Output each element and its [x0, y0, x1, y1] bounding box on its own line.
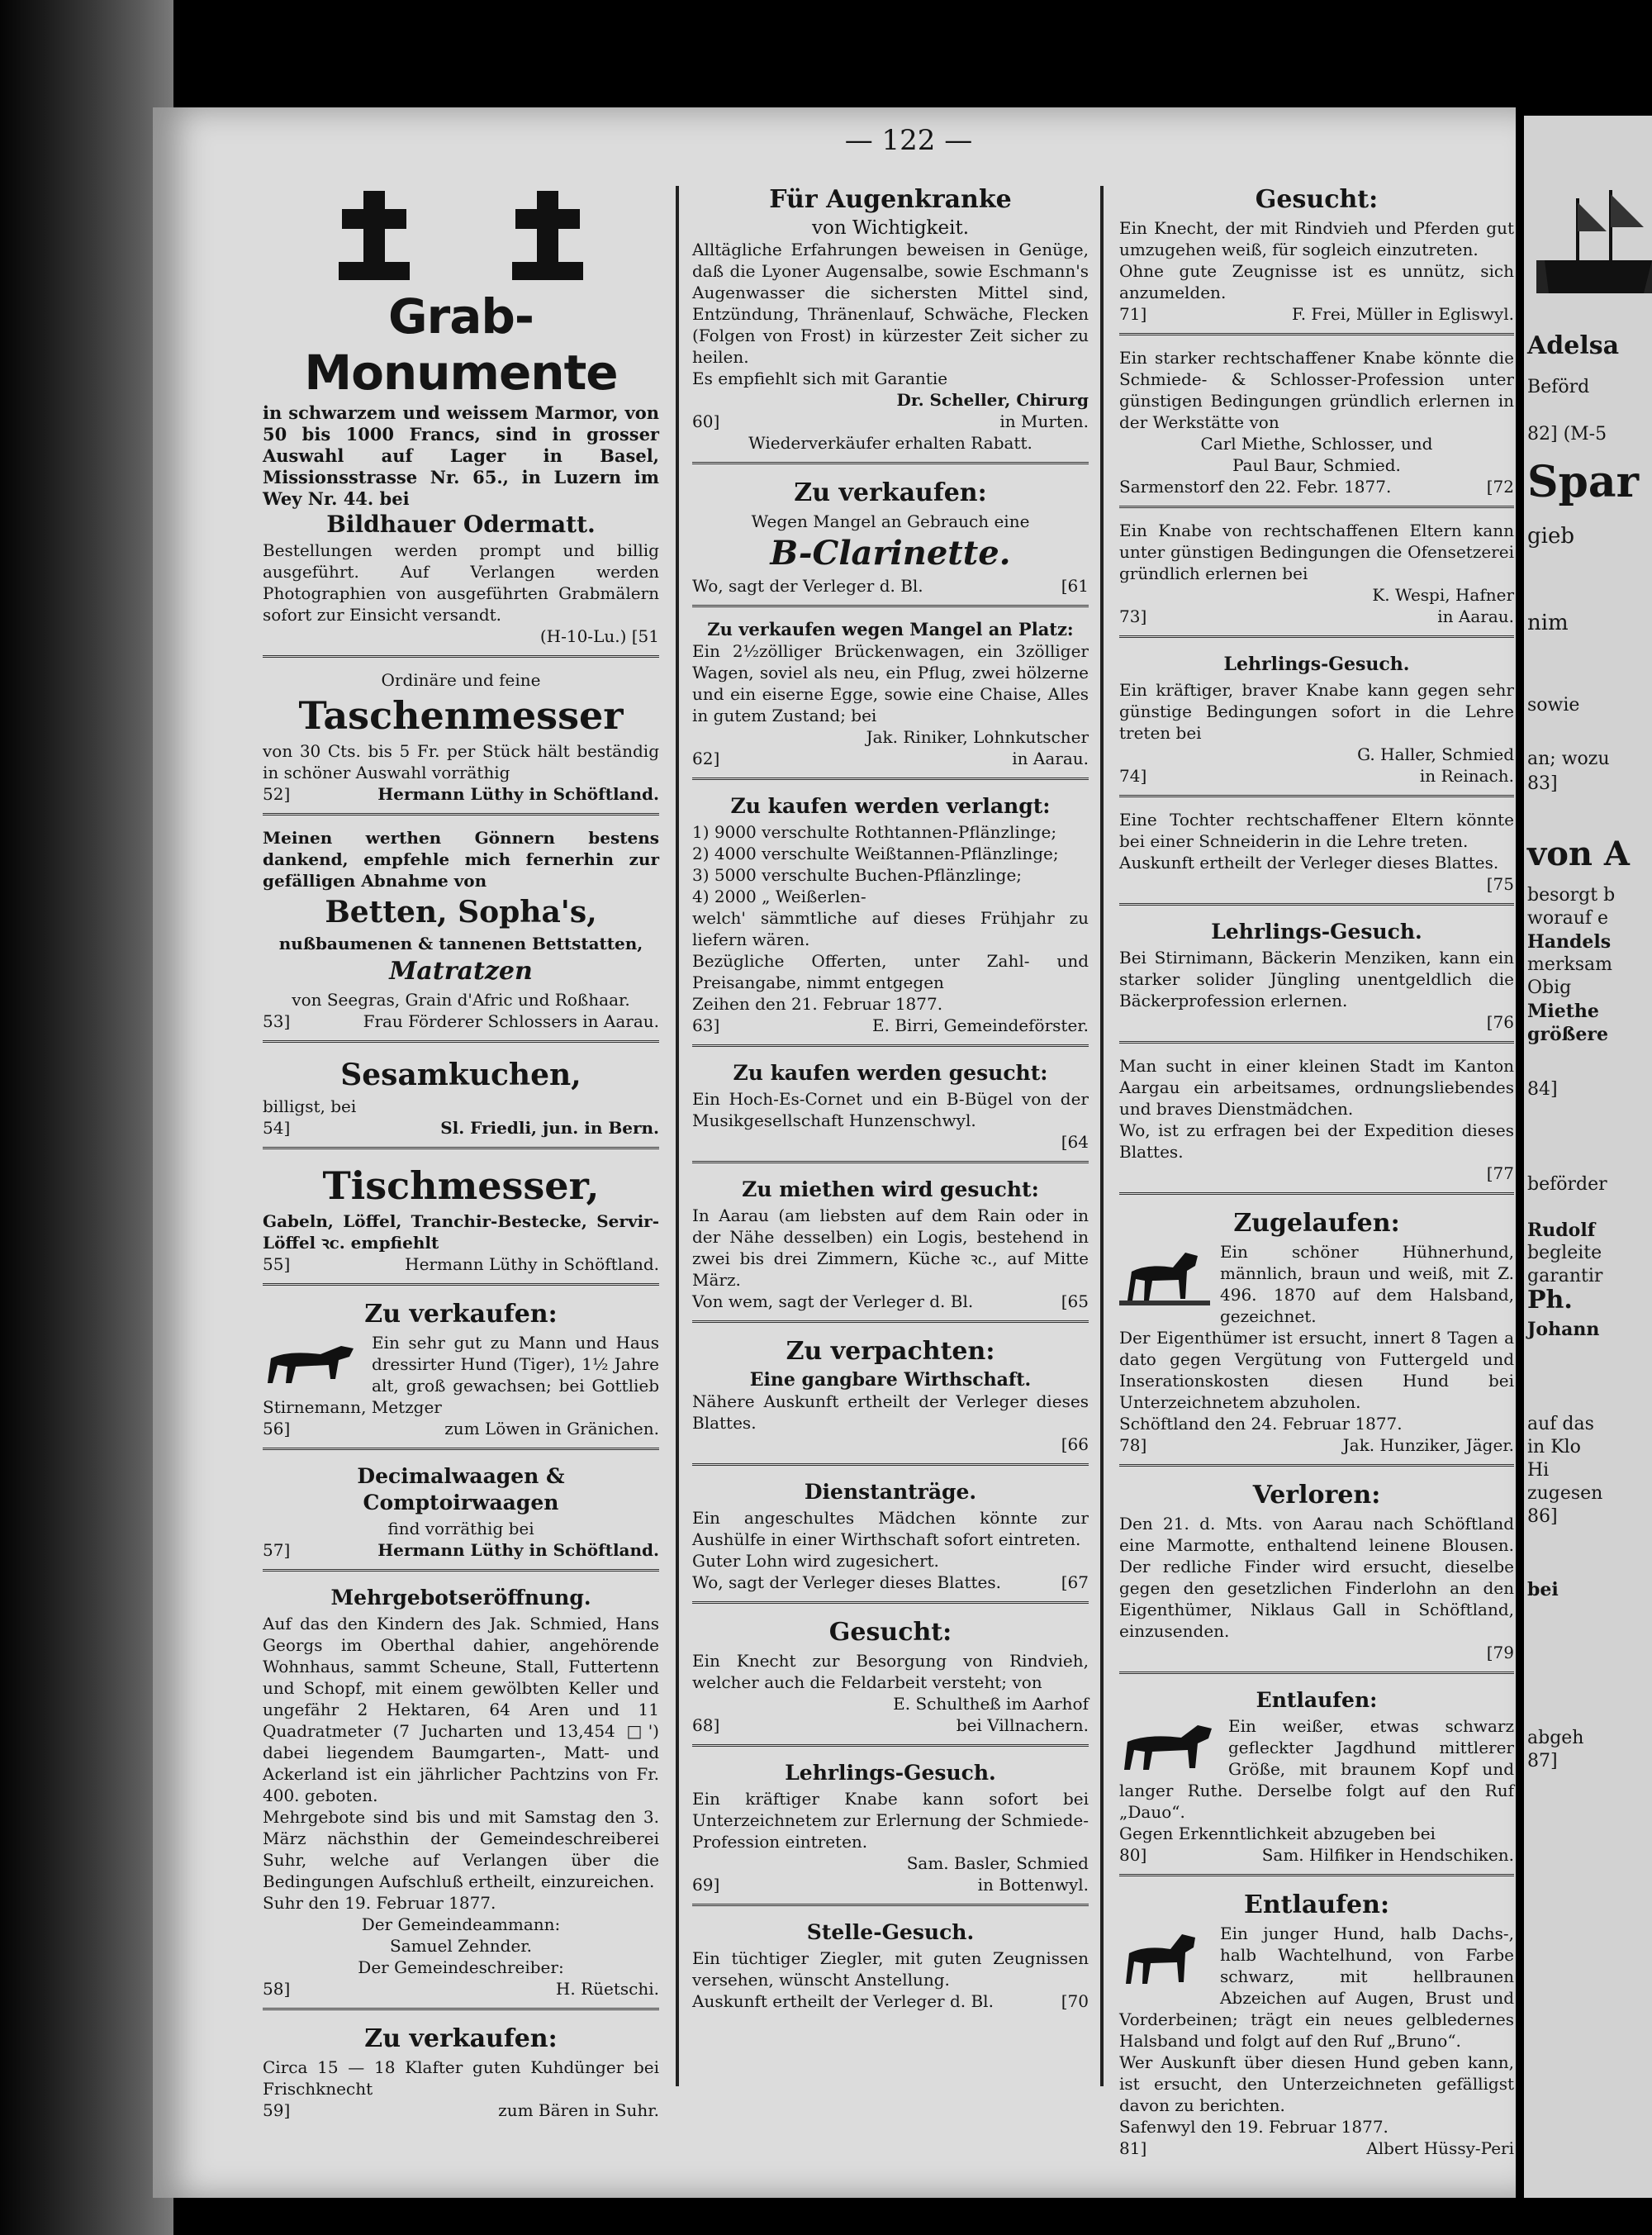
- side-line: abgeh: [1527, 1728, 1584, 1748]
- ad-body: von 30 Cts. bis 5 Fr. per Stück hält beständig in schöner Auswahl vorräthig: [263, 741, 659, 782]
- side-line: Ph.: [1527, 1286, 1573, 1315]
- ad-zugelaufen: [1119, 1201, 1514, 1467]
- ad-signature: [263, 1978, 659, 2000]
- side-line: 86]: [1527, 1506, 1558, 1527]
- ad-cornet: [692, 1053, 1089, 1163]
- ad-grab-monumente: [263, 178, 659, 658]
- ad-body: Auskunft ertheilt der Verleger dieses Blattes.: [1119, 853, 1499, 873]
- ad-signature: [263, 1253, 659, 1275]
- ad-title: Entlaufen:: [1243, 1890, 1390, 1919]
- ad-date: Suhr den 19. Februar 1877.: [263, 1893, 496, 1913]
- ad-number: 59]: [263, 2100, 291, 2120]
- ad-number: 74]: [1119, 766, 1147, 786]
- ad-number: 68]: [692, 1715, 720, 1735]
- ad-number: 63]: [692, 1015, 720, 1035]
- ad-number: [65: [1061, 1291, 1089, 1311]
- ad-signature: [1119, 303, 1514, 325]
- side-line: Adelsa: [1527, 331, 1620, 360]
- ad-intro: Ordinäre und feine: [381, 670, 541, 690]
- crosses: [263, 183, 659, 287]
- ad-body: Ein angeschultes Mädchen könnte zur Aushülfe in einer Wirthschaft sofort eintreten.: [692, 1508, 1089, 1549]
- cross-icon: [502, 191, 593, 282]
- ad-signature: [692, 748, 1089, 769]
- ad-date: Schöftland den 24. Februar 1877.: [1119, 1414, 1403, 1434]
- ad-body: Ein starker rechtschaffener Knabe könnte die Schmiede- & Schlosser-Profession unter günstigen Bedingungen gründlich erlernen in der Werkstätte von: [1119, 348, 1514, 432]
- ad-title: Zu miethen wird gesucht:: [742, 1177, 1039, 1201]
- ad-taschenmesser: [263, 664, 659, 816]
- ad-body: Ohne gute Zeugnisse ist es unnütz, sich anzumelden.: [1119, 261, 1514, 302]
- ad-mehrgebot: [263, 1578, 659, 2010]
- book-edge: [0, 0, 173, 2235]
- ad-waagen: [263, 1457, 659, 1572]
- ad-number: 71]: [1119, 304, 1147, 324]
- ad-title: Lehrlings-Gesuch.: [1211, 920, 1422, 944]
- ad-body: Den 21. d. Mts. von Aarau nach Schöftland eine Marmotte, enthaltend leinene Blousen. Der redliche Finder wird ersucht, dieselbe gegen den gesetzlichen Finderlohn an den Eigenthümer, Niklaus Gall in Schöftland, einzusenden.: [1119, 1514, 1514, 1641]
- ad-number: 69]: [692, 1875, 720, 1895]
- ad-body: Bei Stirnimann, Bäckerin Menziken, kann ein starker solider Jüngling unentgeldlich die Bäckerprofession erlernen.: [1119, 948, 1514, 1011]
- ad-verloren: [1119, 1473, 1514, 1674]
- ad-signer: in Reinach.: [1419, 766, 1514, 786]
- ad-title: Verloren:: [1252, 1481, 1381, 1510]
- page-number: — 122 —: [844, 124, 973, 157]
- ad-signer: Der Gemeindeschreiber:: [358, 1957, 564, 1977]
- side-line: besorgt b: [1527, 885, 1616, 906]
- ad-list-item: 4) 2000 „ Weißerlen-: [692, 887, 866, 906]
- ad-body: Wer Auskunft über diesen Hund geben kann, ist ersucht, den Unterzeichneten gefälligst davon zu berichten.: [1119, 2052, 1514, 2115]
- side-line: nim: [1527, 611, 1569, 635]
- ad-signature: [692, 1990, 1089, 2012]
- ad-list-item: 2) 4000 verschulte Weißtannen-Pflänzlinge;: [692, 844, 1059, 863]
- side-line: Johann: [1527, 1319, 1600, 1340]
- ad-title: Zu verpachten:: [786, 1337, 995, 1366]
- side-line: 84]: [1527, 1079, 1558, 1100]
- ad-signature: [1119, 765, 1514, 787]
- ad-sesamkuchen: [263, 1049, 659, 1149]
- ad-list-item: 1) 9000 verschulte Rothtannen-Pflänzlinge;: [692, 822, 1057, 842]
- ad-number: [77: [1486, 1163, 1514, 1183]
- ad-signer: in Bottenwyl.: [977, 1875, 1089, 1895]
- side-line: an; wozu: [1527, 749, 1610, 769]
- ad-signature: [692, 575, 1089, 597]
- ad-kuhduenger: [263, 2017, 659, 2129]
- ad-body: Guter Lohn wird zugesichert.: [692, 1551, 939, 1571]
- ad-intro: Meinen werthen Gönnern bestens dankend, empfehle mich fernerhin zur gefälligen Abnahme von: [263, 828, 659, 891]
- side-line: sowie: [1527, 695, 1580, 716]
- ad-signature: [263, 1418, 659, 1439]
- side-line: merksam: [1527, 954, 1612, 975]
- ad-ofensetzerei: [1119, 515, 1514, 638]
- ad-title: Zugelaufen:: [1233, 1209, 1400, 1238]
- ad-body: Wo, ist zu erfragen bei der Expedition dieses Blattes.: [1119, 1120, 1514, 1162]
- ad-signer: Sl. Friedli, jun. in Bern.: [440, 1118, 659, 1138]
- ad-body: Ein Knecht, der mit Rindvieh und Pferden gut umzugehen weiß, für sogleich einzutreten.: [1119, 218, 1514, 259]
- ad-title: Mehrgebotseröffnung.: [330, 1586, 591, 1610]
- ad-title: Zu verkaufen wegen Mangel an Platz:: [707, 619, 1074, 640]
- ad-brueckenwagen: [692, 614, 1089, 780]
- ad-body: find vorräthig bei: [387, 1519, 534, 1538]
- cross-icon: [329, 191, 420, 282]
- ad-title: Taschenmesser: [298, 693, 624, 738]
- side-line: 83]: [1527, 773, 1558, 794]
- ad-baecker: [1119, 912, 1514, 1044]
- ad-number: 80]: [1119, 1845, 1147, 1865]
- ad-body: Gegen Erkenntlichkeit abzugeben bei: [1119, 1824, 1436, 1843]
- ad-signer: Wo, sagt der Verleger d. Bl.: [692, 576, 923, 596]
- ad-signature: [692, 411, 1089, 432]
- ad-number: 58]: [263, 1979, 291, 1999]
- ad-signer: G. Haller, Schmied: [1357, 744, 1514, 764]
- ad-title: Lehrlings-Gesuch.: [785, 1761, 996, 1785]
- ad-signer: Von wem, sagt der Verleger d. Bl.: [692, 1291, 974, 1311]
- ad-body: Gabeln, Löffel, Tranchir-Bestecke, Servir-Löffel ꝛc. empfiehlt: [263, 1211, 659, 1253]
- ad-schneiderin: [1119, 804, 1514, 906]
- ad-signer: Sam. Hilfiker in Hendschiken.: [1261, 1845, 1514, 1865]
- ad-dienstantraege: [692, 1472, 1089, 1604]
- ad-body: Ein Knecht zur Besorgung von Rindvieh, welcher auch die Feldarbeit versteht; von: [692, 1651, 1089, 1692]
- ad-body: in schwarzem und weissem Marmor, von 50 bis 1000 Francs, sind in grosser Auswahl auf Lager in Basel, Missionsstrasse Nr. 65., in Luzern im Wey Nr. 44. bei: [263, 402, 659, 509]
- column-1: [263, 178, 659, 2136]
- ad-date: Sarmenstorf den 22. Febr. 1877.: [1119, 477, 1392, 497]
- ad-title: Grab-Monumente: [304, 288, 618, 401]
- ad-betten: [263, 822, 659, 1043]
- side-line: von A: [1527, 835, 1630, 873]
- ad-body: Ein tüchtiger Ziegler, mit guten Zeugnissen versehen, wünscht Anstellung.: [692, 1948, 1089, 1990]
- side-line: Obig: [1527, 977, 1572, 998]
- ad-title: Gesucht:: [828, 1618, 952, 1647]
- side-line: bei: [1527, 1579, 1559, 1600]
- ad-number: [64: [1061, 1132, 1089, 1152]
- ad-number: [72: [1486, 477, 1514, 497]
- side-line: Beförd: [1527, 377, 1590, 397]
- ad-signer: Hermann Lüthy in Schöftland.: [377, 1540, 659, 1560]
- ad-title: Entlaufen:: [1256, 1688, 1378, 1712]
- ad-lehrling-schmied: [1119, 644, 1514, 797]
- ad-signer: K. Wespi, Hafner: [1372, 585, 1514, 605]
- ad-title: Dienstanträge.: [804, 1480, 977, 1504]
- ad-body: Es empfiehlt sich mit Garantie: [692, 369, 948, 388]
- ad-signer: E. Schultheß im Aarhof: [893, 1694, 1089, 1714]
- ad-ref: (H-10-Lu.) [51: [539, 626, 659, 646]
- ad-pflaenzlinge: [692, 787, 1089, 1047]
- ad-body: Ein weißer, etwas schwarz gefleckter Jagdhund mittlerer Größe, mit braunem Kopf und langer Ruthe. Derselbe folgt auf den Ruf „Dauo“.: [1119, 1716, 1514, 1822]
- ad-title: Zu verkaufen:: [364, 1300, 558, 1329]
- ad-body: von Seegras, Grain d'Afric und Roßhaar.: [292, 990, 630, 1010]
- side-line: auf das: [1527, 1414, 1594, 1434]
- side-line: begleite: [1527, 1243, 1602, 1263]
- ad-note: Wiederverkäufer erhalten Rabatt.: [748, 433, 1032, 453]
- ad-signer: in Aarau.: [1437, 606, 1514, 626]
- ad-title: Matratzen: [389, 957, 533, 986]
- column-rule: [676, 186, 679, 2086]
- ad-number: [76: [1486, 1012, 1514, 1032]
- ship-icon: [1528, 182, 1652, 306]
- ad-number: [79: [1486, 1643, 1514, 1662]
- side-line: worauf e: [1527, 908, 1609, 929]
- side-line: garantir: [1527, 1266, 1603, 1286]
- ad-title: Sesamkuchen,: [340, 1058, 582, 1092]
- ad-signature: [692, 1291, 1089, 1312]
- ad-body: Bestellungen werden prompt und billig ausgeführt. Auf Verlangen werden Photographien von ausgeführten Grabmälern sofort zur Einsicht versandt.: [263, 540, 659, 625]
- ad-wirthschaft: [692, 1329, 1089, 1466]
- ad-signer: Auskunft ertheilt der Verleger d. Bl.: [692, 1991, 994, 2011]
- ad-number: 57]: [263, 1540, 291, 1560]
- side-line: größere: [1527, 1024, 1608, 1045]
- ad-number: 56]: [263, 1419, 291, 1438]
- ad-body: Der Eigenthümer ist ersucht, innert 8 Tagen a dato gegen Vergütung von Futtergeld und Inserationskosten diesen Hund bei Unterzeichnetem abzuholen.: [1119, 1328, 1514, 1412]
- ad-signature: [1119, 1434, 1514, 1456]
- ad-number: [66: [1061, 1434, 1089, 1454]
- ad-title: Decimalwaagen & Comptoirwaagen: [357, 1464, 565, 1515]
- ad-number: [61: [1061, 576, 1089, 596]
- ad-signer: Carl Miethe, Schlosser, und: [1200, 434, 1433, 454]
- ad-body: Ein schöner Hühnerhund, männlich, braun und weiß, mit Z. 496. 1870 auf dem Halsband, gezeichnet.: [1220, 1242, 1514, 1326]
- ad-signer: Sam. Basler, Schmied: [906, 1853, 1089, 1873]
- ad-title: Zu verkaufen:: [364, 2024, 558, 2053]
- dog-icon: [1119, 1924, 1210, 1990]
- ad-body: Mehrgebote sind bis und mit Samstag den 3. März nächsthin der Gemeindeschreiberei Suhr, welche auf Verlangen über die Bedingungen Aufschluß ertheilt, einzureichen.: [263, 1807, 659, 1891]
- ad-signature: [1119, 476, 1514, 497]
- ad-signer: F. Frei, Müller in Egliswyl.: [1291, 304, 1514, 324]
- ad-number: 81]: [1119, 2138, 1147, 2158]
- adjacent-page-fragment: [1524, 116, 1652, 2198]
- ad-body: Man sucht in einer kleinen Stadt im Kanton Aargau ein arbeitsames, ordnungsliebendes und braves Dienstmädchen.: [1119, 1056, 1514, 1119]
- ad-title: Tischmesser,: [322, 1163, 600, 1208]
- column-2: [692, 178, 1089, 2027]
- ad-signature: [263, 1539, 659, 1561]
- ad-number: 78]: [1119, 1435, 1147, 1455]
- ad-signer: in Murten.: [999, 411, 1089, 431]
- dog-icon: [263, 1334, 362, 1391]
- ad-signer: zum Bären in Suhr.: [498, 2100, 659, 2120]
- ad-body: Nähere Auskunft ertheilt der Verleger dieses Blattes.: [692, 1391, 1089, 1433]
- ad-body: Ein Knabe von rechtschaffenen Eltern kann unter günstigen Bedingungen die Ofensetzerei gründlich erlernen bei: [1119, 521, 1514, 583]
- ad-number: 53]: [263, 1011, 291, 1031]
- ad-signer: Der Gemeindeammann:: [361, 1914, 561, 1934]
- ad-hund: [263, 1292, 659, 1450]
- ad-body: Ein kräftiger Knabe kann sofort bei Unterzeichnetem zur Erlernung der Schmiede-Profession eintreten.: [692, 1789, 1089, 1852]
- ad-title: Zu kaufen werden verlangt:: [730, 794, 1051, 818]
- ad-body: Ein Hoch-Es-Cornet und ein B-Bügel von der Musikgesellschaft Hunzenschwyl.: [692, 1089, 1089, 1130]
- ad-body: Ein junger Hund, halb Dachs-, halb Wachtelhund, von Farbe schwarz, mit hellbraunen Abzeichen auf Augen, Brust und Vorderbeinen; trägt ein neues gelbledernes Halsband und folgt auf den Ruf „Bruno“.: [1119, 1924, 1514, 2051]
- ad-number: 60]: [692, 411, 720, 431]
- ad-signer: E. Birri, Gemeindeförster.: [871, 1015, 1089, 1035]
- ad-item: B-Clarinette.: [770, 534, 1011, 573]
- ad-clarinette: [692, 471, 1089, 607]
- ad-signature: [692, 1572, 1089, 1593]
- ad-signer: H. Rüetschi.: [555, 1979, 659, 1999]
- ad-signature: [263, 2099, 659, 2121]
- side-line: in Klo: [1527, 1437, 1581, 1458]
- ad-entlaufen-jagdhund: [1119, 1681, 1514, 1876]
- ad-signer: Dr. Scheller, Chirurg: [896, 390, 1089, 410]
- ad-signer: bei Villnachern.: [956, 1715, 1089, 1735]
- side-line: Handels: [1527, 931, 1612, 953]
- ad-maker: Bildhauer Odermatt.: [326, 511, 596, 538]
- ad-signature: [263, 783, 659, 805]
- ad-signer: Frau Förderer Schlossers in Aarau.: [363, 1011, 659, 1031]
- ad-body: Ein kräftiger, braver Knabe kann gegen sehr günstige Bedingungen sofort in die Lehre treten bei: [1119, 680, 1514, 743]
- ad-body: Wegen Mangel an Gebrauch eine: [751, 511, 1030, 531]
- ad-number: 73]: [1119, 606, 1147, 626]
- ad-signer: in Aarau.: [1012, 749, 1089, 768]
- ad-dienstmaedchen: [1119, 1050, 1514, 1195]
- ad-title: Betten, Sopha's,: [325, 895, 597, 930]
- ad-title: Gesucht:: [1255, 185, 1379, 214]
- ad-date: Safenwyl den 19. Februar 1877.: [1119, 2117, 1389, 2137]
- ad-body: Eine gangbare Wirthschaft.: [749, 1369, 1032, 1391]
- ad-logis: [692, 1170, 1089, 1323]
- ad-augenkranke: [692, 178, 1089, 464]
- ad-signer: Samuel Zehnder.: [390, 1936, 532, 1956]
- ad-knecht-gesucht: [1119, 178, 1514, 335]
- ad-signer: zum Löwen in Gränichen.: [444, 1419, 659, 1438]
- side-line: zugesen: [1527, 1483, 1603, 1504]
- ad-number: [75: [1486, 874, 1514, 894]
- ad-body: Alltägliche Erfahrungen beweisen in Genüge, daß die Lyoner Augensalbe, sowie Eschmann's Augenwasser die sichersten Mittel sind, Entzündung, Thränenlauf, Schwäche, Flecken (Folgen von Frost) in kürzester Zeit sicher zu heilen.: [692, 240, 1089, 367]
- ad-tischmesser: [263, 1156, 659, 1286]
- side-line: 87]: [1527, 1751, 1558, 1771]
- ad-signature: [263, 1117, 659, 1139]
- side-line: Hi: [1527, 1460, 1550, 1481]
- ad-signature: [692, 1714, 1089, 1736]
- ad-title: Zu verkaufen:: [794, 478, 987, 507]
- ad-body: Ein 2½zölliger Brückenwagen, ein 3zölliger Wagen, soviel als neu, ein Pflug, zwei hölzerne und ein eiserne Egge, sowie eine Chaise, Alles in gutem Zustand; bei: [692, 641, 1089, 725]
- ad-number: 52]: [263, 784, 291, 804]
- ad-schlosser: [1119, 342, 1514, 508]
- ad-list-item: 3) 5000 verschulte Buchen-Pflänzlinge;: [692, 865, 1023, 885]
- ad-signature: [1119, 1844, 1514, 1866]
- dog-icon: [1119, 1243, 1210, 1309]
- ad-subtitle: von Wichtigkeit.: [811, 217, 970, 239]
- column-3: [1119, 178, 1514, 2174]
- ad-knecht: [692, 1610, 1089, 1747]
- ad-title: Stelle-Gesuch.: [806, 1920, 975, 1944]
- ad-body: Eine Tochter rechtschaffener Eltern könnte bei einer Schneiderin in die Lehre treten.: [1119, 810, 1514, 851]
- column-rule: [1100, 186, 1104, 2086]
- ad-title: Lehrlings-Gesuch.: [1223, 654, 1410, 675]
- ad-stelle: [692, 1913, 1089, 2020]
- ad-number: 55]: [263, 1254, 291, 1274]
- ad-signature: [1119, 606, 1514, 627]
- ad-lehrling: [692, 1753, 1089, 1906]
- ad-signature: [1119, 2138, 1514, 2159]
- ad-body: billigst, bei: [263, 1096, 357, 1116]
- ad-date: Zeihen den 21. Februar 1877.: [692, 994, 943, 1014]
- ad-body: Bezügliche Offerten, unter Zahl- und Preisangabe, nimmt entgegen: [692, 951, 1089, 992]
- ad-number: [67: [1061, 1572, 1089, 1592]
- side-line: Miethe: [1527, 1001, 1599, 1022]
- side-line: Spar: [1527, 457, 1640, 507]
- side-line: beförder: [1527, 1174, 1607, 1195]
- ad-number: [70: [1061, 1991, 1089, 2011]
- ad-title: Zu kaufen werden gesucht:: [733, 1061, 1048, 1085]
- ad-signer: Jak. Hunziker, Jäger.: [1342, 1435, 1514, 1455]
- ad-body: Ein sehr gut zu Mann und Haus dressirter Hund (Tiger), 1½ Jahre alt, groß gewachsen; bei Gottlieb Stirnemann, Metzger: [263, 1333, 659, 1417]
- ad-body: Circa 15 — 18 Klafter guten Kuhdünger bei Frischknecht: [263, 2057, 659, 2099]
- side-line: Rudolf: [1527, 1220, 1596, 1241]
- ad-number: 54]: [263, 1118, 291, 1138]
- ad-title: Für Augenkranke: [769, 185, 1012, 214]
- ad-signer: Wo, sagt der Verleger dieses Blattes.: [692, 1572, 1001, 1592]
- dog-icon: [1119, 1717, 1218, 1775]
- ad-signer: Paul Baur, Schmied.: [1232, 455, 1401, 475]
- ad-number: 62]: [692, 749, 720, 768]
- ad-signer: Hermann Lüthy in Schöftland.: [377, 784, 659, 804]
- ad-body: Auf das den Kindern des Jak. Schmied, Hans Georgs im Oberthal dahier, angehörende Wohnhaus, sammt Scheune, Stall, Futtertenn und Schopf, mit einem gewölbten Keller und ungefähr 2 Hektaren, 64 Aren und 11 Quadratmeter (7 Jucharten und 13,454 □') dabei liegendem Baumgarten-, Matt- und Ackerland ist ein jährlicher Pachtzins von Fr. 400. geboten.: [263, 1614, 659, 1805]
- ad-entlaufen-dachshund: [1119, 1883, 1514, 2167]
- ad-body: In Aarau (am liebsten auf dem Rain oder in der Nähe desselben) ein Logis, bestehend in zwei bis drei Zimmern, Küche ꝛc., auf Mitte März.: [692, 1205, 1089, 1290]
- side-line: gieb: [1527, 524, 1574, 549]
- ad-signer: Albert Hüssy-Peri: [1366, 2138, 1514, 2158]
- ad-signer: Hermann Lüthy in Schöftland.: [405, 1254, 659, 1274]
- ad-body: welch' sämmtliche auf dieses Frühjahr zu liefern wären.: [692, 908, 1089, 949]
- ad-subtitle: nußbaumenen & tannenen Bettstatten,: [278, 934, 643, 953]
- side-line: 82] (M-5: [1527, 424, 1607, 445]
- ad-signature: [263, 1011, 659, 1032]
- ad-signer: Jak. Riniker, Lohnkutscher: [866, 727, 1089, 747]
- ad-signature: [692, 1015, 1089, 1036]
- ad-signature: [692, 1874, 1089, 1895]
